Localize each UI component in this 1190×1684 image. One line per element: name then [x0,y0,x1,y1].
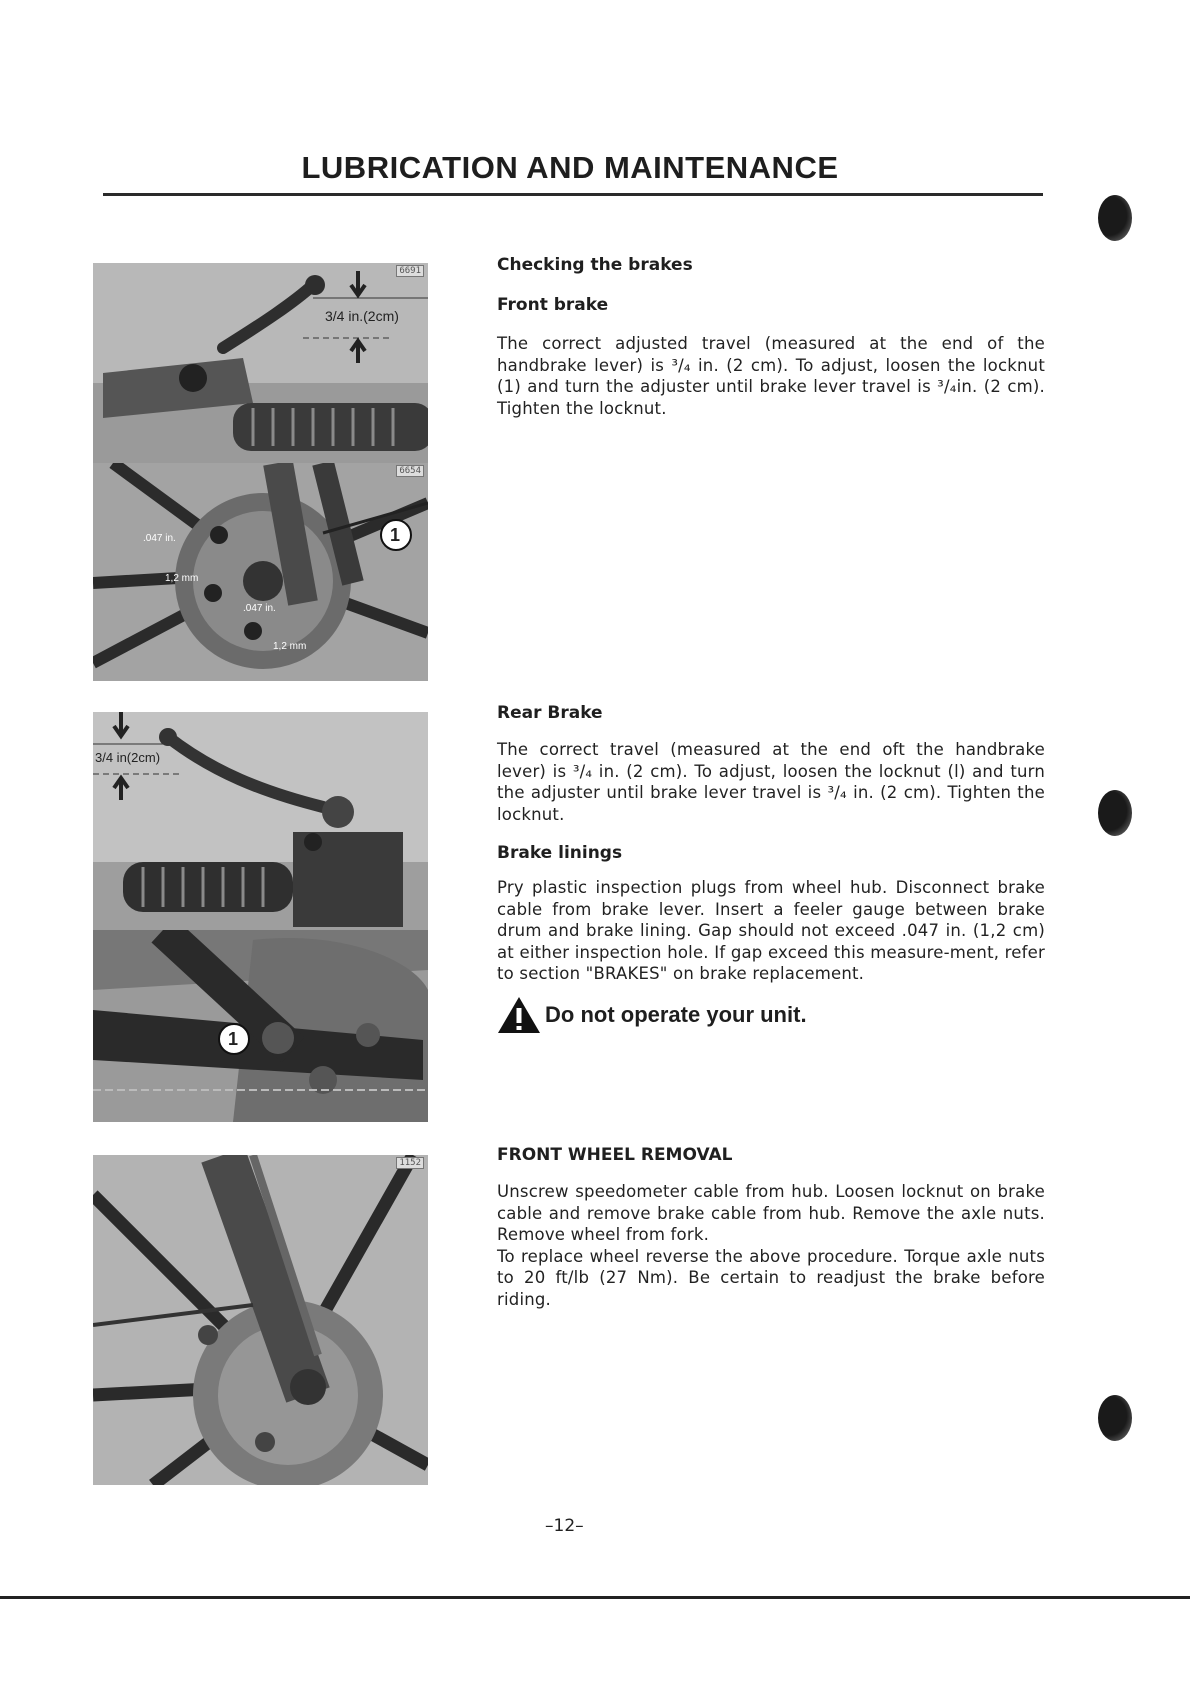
section-heading: Brake linings [497,843,623,863]
section-front-wheel-removal [497,1145,1045,1310]
section-heading: Rear Brake [497,703,603,723]
page-title: LUBRICATION AND MAINTENANCE [301,150,839,185]
paragraph: Pry plastic inspection plugs from wheel hub. Disconnect brake cable from brake lever. Insert a feeler gauge between brake drum and brake lining. Gap should not exceed .047 in. (1,2 cm) at either inspection hole. If gap exceed this measure-ment, refer to section "BRAKES" on brake replacement. [497,878,1045,983]
punch-hole-icon [1098,790,1132,836]
gap-label: 1,2 mm [165,573,199,584]
photo-front-fork [93,1155,428,1485]
photo-front-hub [93,463,428,681]
paragraph: The correct adjusted travel (measured at the end of the handbrake lever) is ³/₄ in. (2 cm). To adjust, loosen the locknut (1) and turn the adjuster until brake lever travel is ³/₄in. (2 cm). Tighten the locknut. [497,334,1045,418]
photo-rear-brake-lever [93,712,428,930]
paragraph: Unscrew speedometer cable from hub. Loosen locknut on brake cable and remove brake cable from hub. Remove the axle nuts. Remove wheel from fork. [497,1182,1045,1244]
page-number: –12– [545,1516,584,1536]
measure-label: 3/4 in.(2cm) [325,308,399,324]
paragraph: The correct travel (measured at the end oft the handbrake lever) is ³/₄ in. (2 cm). To adjust, loosen the locknut (l) and turn the adjuster until brake lever travel is ³/₄ in. (2 cm). Tighten the locknut. [497,740,1045,824]
section-brake-linings [497,843,1045,985]
gap-label: 1,2 mm [273,641,307,652]
title-rule [103,193,1043,196]
figure-code: 1152 [396,1157,424,1169]
section-rear-brake [497,703,1045,825]
figure-code: 6654 [396,465,424,477]
callout-number: 1 [390,525,401,545]
warning-triangle-icon [497,995,541,1035]
callout-number: 1 [228,1029,239,1049]
measure-label: 3/4 in(2cm) [95,750,161,765]
section-heading: FRONT WHEEL REMOVAL [497,1145,733,1165]
warning-text: Do not operate your unit. [545,1002,807,1027]
bottom-rule [0,1596,1190,1599]
photo-front-brake-lever [93,263,428,463]
paragraph: To replace wheel reverse the above procedure. Torque axle nuts to 20 ft/lb (27 Nm). Be certain to readjust the brake before riding. [497,1246,1045,1309]
punch-hole-icon [1098,195,1132,241]
figure-code: 6691 [396,265,424,277]
section-checking-brakes [497,255,1045,419]
punch-hole-icon [1098,1395,1132,1441]
gap-label: .047 in. [243,603,276,614]
subsection-heading: Front brake [497,295,609,315]
warning-notice [497,995,807,1035]
section-heading: Checking the brakes [497,255,693,275]
photo-rear-hub [93,930,428,1122]
gap-label: .047 in. [143,533,176,544]
